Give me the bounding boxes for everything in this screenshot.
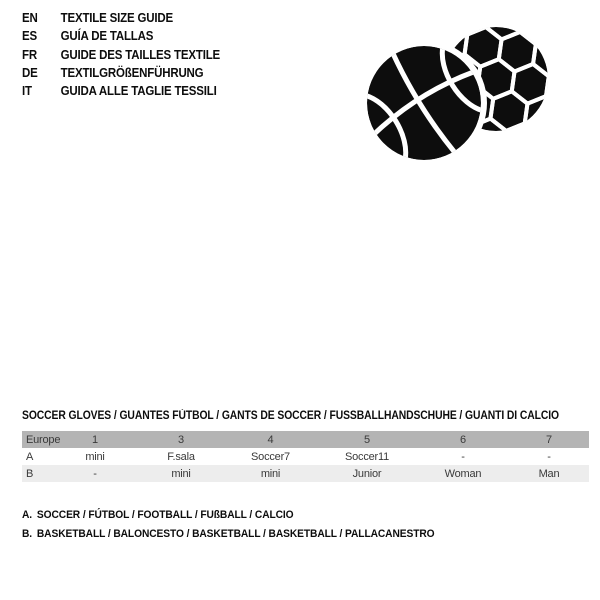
table-cell: F.sala [167, 450, 195, 463]
header-cell-size: 1 [92, 433, 98, 446]
language-code: FR [22, 47, 37, 62]
header-cell-size: 6 [460, 433, 466, 446]
language-code: ES [22, 29, 37, 44]
table-cell: - [547, 450, 551, 463]
footnote-label: B. [22, 527, 33, 540]
table-cell: Soccer7 [251, 450, 290, 463]
size-table [22, 431, 589, 482]
header-cell-size: 4 [267, 433, 274, 446]
language-row-fr [22, 46, 220, 64]
footnotes [22, 505, 466, 543]
language-row-de [22, 64, 220, 82]
language-code: DE [22, 66, 38, 81]
footnote-text: SOCCER / FÚTBOL / FOOTBALL / FUßBALL / CALCIO [36, 508, 294, 521]
size-table-row-a [22, 448, 589, 465]
footnote-a [22, 505, 435, 524]
language-title: GUÍA DE TALLAS [60, 29, 154, 44]
footnote-b [22, 524, 435, 543]
table-cell: Man [538, 467, 560, 480]
row-label: B [26, 467, 34, 480]
language-title: GUIDA ALLE TAGLIE TESSILI [60, 84, 217, 99]
table-cell: - [461, 450, 465, 463]
table-cell: Woman [444, 467, 482, 480]
language-row-en [22, 9, 220, 27]
language-code: EN [22, 11, 38, 26]
table-cell: Junior [352, 467, 382, 480]
basketball-and-soccer-ball-icon [365, 18, 555, 173]
table-cell: Soccer11 [344, 450, 390, 463]
table-cell: mini [85, 450, 105, 463]
language-title: TEXTILGRÖßENFÜHRUNG [60, 66, 204, 81]
footnote-label: A. [22, 508, 33, 521]
size-table-title: SOCCER GLOVES / GUANTES FÚTBOL / GANTS DE SOCCER / FUSSBALLHANDSCHUHE / GUANTI DI CALCIO [22, 410, 560, 422]
language-title: TEXTILE SIZE GUIDE [60, 11, 173, 26]
header-cell-region: Europe [26, 433, 61, 446]
language-title: GUIDE DES TAILLES TEXTILE [60, 47, 221, 62]
table-cell: mini [171, 467, 191, 480]
footnote-text: BASKETBALL / BALONCESTO / BASKETBALL / BASKETBALL / PALLACANESTRO [36, 527, 435, 540]
header-cell-size: 7 [546, 433, 552, 446]
language-row-es [22, 27, 220, 45]
header-cell-size: 5 [364, 433, 370, 446]
row-label: A [26, 450, 34, 463]
size-table-header-row [22, 431, 589, 448]
language-title-list [22, 9, 237, 100]
table-cell: mini [260, 467, 281, 480]
header-cell-size: 3 [178, 433, 184, 446]
table-cell: - [93, 467, 97, 480]
language-code: IT [22, 84, 32, 99]
size-table-row-b [22, 465, 589, 482]
language-row-it [22, 82, 220, 100]
